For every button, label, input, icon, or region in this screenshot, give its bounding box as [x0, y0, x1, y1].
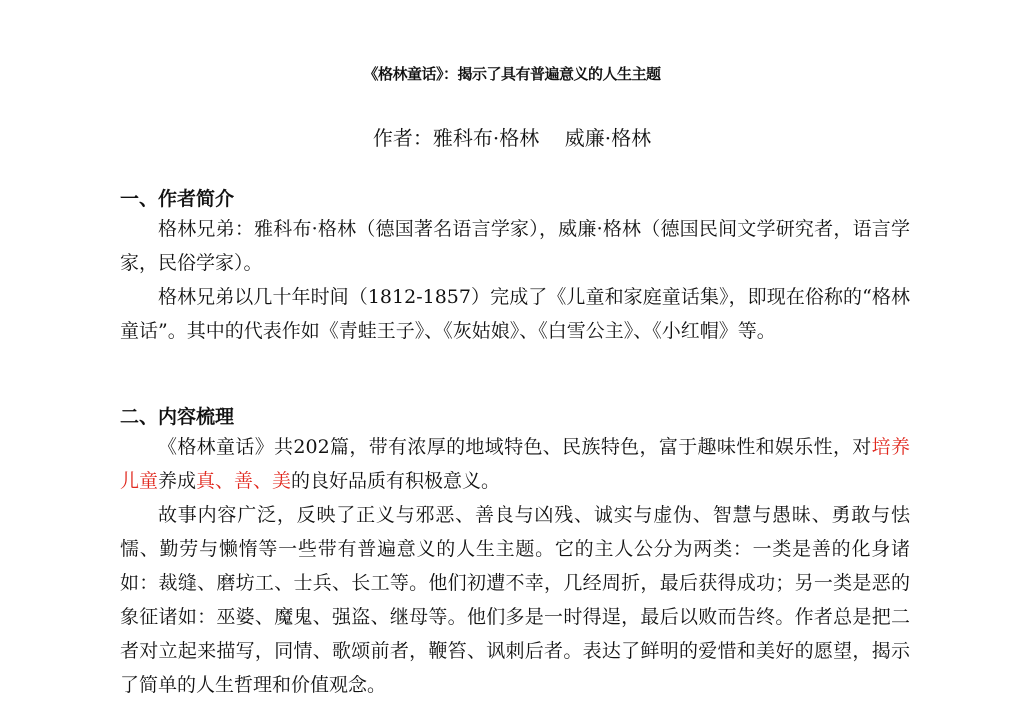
overview-text-part-2: 养成 — [158, 470, 197, 492]
highlight-truth-goodness-beauty: 真、善、美 — [196, 470, 292, 492]
overview-text-part-1: 《格林童话》共202篇，带有浓厚的地域特色、民族特色，富于趣味性和娱乐性，对 — [158, 436, 872, 458]
section-heading-content-summary: 二、内容梳理 — [120, 406, 235, 428]
paragraph-brothers-intro: 格林兄弟：雅科布·格林（德国著名语言学家），威廉·格林（德国民间文学研究者，语言学家，民俗学家）。 — [120, 218, 910, 274]
section-heading-author-intro: 一、作者简介 — [120, 188, 235, 210]
overview-text-part-3: 的良好品质有积极意义。 — [291, 470, 501, 492]
document-title: 《格林童话》：揭示了具有普遍意义的人生主题 — [363, 65, 661, 83]
paragraph-story-themes: 故事内容广泛，反映了正义与邪恶、善良与凶残、诚实与虚伪、智慧与愚昧、勇敢与怯懦、勤劳与懒惰等一些带有普遍意义的人生主题。它的主人公分为两类：一类是善的化身诸如：裁缝、磨坊工、士兵、长工等。他们初遭不幸，几经周折，最后获得成功；另一类是恶的象征诸如：巫婆、魔鬼、强盗、继母等。他们多是一时得逞，最后以败而告终。作者总是把二者对立起来描写，同情、歌颂前者，鞭笞、讽刺后者。表达了鲜明的爱惜和美好的愿望，揭示了简单的人生哲理和价值观念。 — [120, 504, 910, 696]
paragraph-works-intro: 格林兄弟以几十年时间（1812-1857）完成了《儿童和家庭童话集》，即现在俗称的“格林童话”。其中的代表作如《青蛙王子》、《灰姑娘》、《白雪公主》、《小红帽》等。 — [120, 286, 910, 342]
author-line: 作者：雅科布·格林 威廉·格林 — [372, 126, 652, 150]
highlight-cultivate-children: 培养儿童 — [120, 436, 910, 492]
paragraph-tales-overview — [120, 430, 910, 498]
